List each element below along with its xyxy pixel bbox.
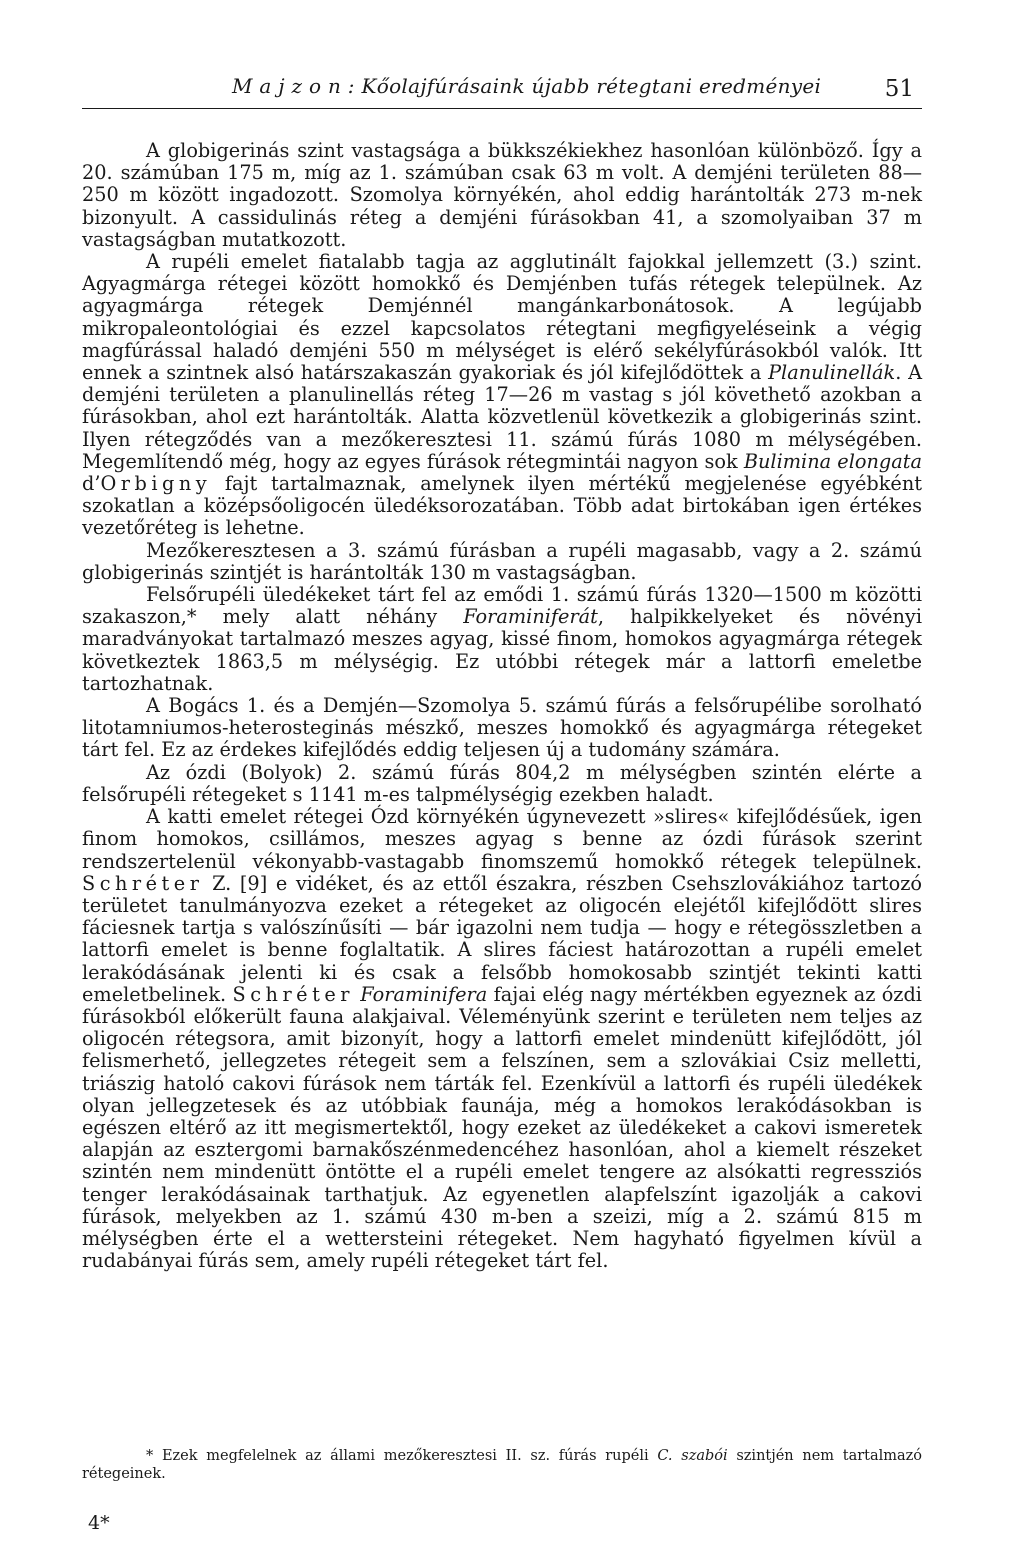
paragraph-chattian-stage xyxy=(82,806,922,1272)
paragraph-globigerina: A globigerinás szint vastagsága a bükkszékiekhez hasonlóan különböző. Így a 20. számúban 175 m, míg az 1. számúban csak 63 m volt. A demjéni területen 88—250 m között ingadozott. Szomolya környékén, ahol eddig harántolták 273 m-nek bizonyult. A cassidulinás réteg a demjéni fúrásokban 41, a szomolyaiban 37 m vastagságban mutatkozott. xyxy=(82,139,922,251)
text-run: d’ xyxy=(82,472,101,496)
text-run: fajai elég nagy mértékben egyeznek az ózdi fúrásokból előkerült fauna alakjaival. Véleményünk szerint e területen nem teljes az oligocén rétegsora, amit bizonyít, hogy a lattorfi emelet mindenütt kifejlődött, jól felismerhető, jellegzetes rétegeit sem a felszínen, sem a szlovákiai Csiz melletti, triászig hatoló cakovi fúrások nem tárták fel. Ezenkívül a lattorfi és rupéli üledékek olyan jellegzetesek és az utóbbiak faunája, még a homokos lerakódásokban is egészen eltérő az itt megismertektől, hogy ezeket az üledékeket a cakovi ismeretek alapján az esztergomi barnakőszénmedencéhez hasonlóan, ahol a kiemelt részeket szintén nem mindenütt öntötte el a rupéli emelet tengere az alsókatti regressziós tenger lerakódásainak tarthatjuk. Az egyenetlen alapfelszínt igazolják a cakovi fúrások, melyekben az 1. számú 430 m-ben a szeizi, míg a 2. számú 815 m mélységben érte el a wettersteini rétegeket. Nem hagyható figyelmen kívül a rudabányai fúrás sem, amely rupéli rétegeket tárt fel. xyxy=(82,982,922,1273)
taxon-name: Foraminiferát xyxy=(463,605,598,629)
signature-mark: 4* xyxy=(88,1512,110,1534)
paragraph-ozd-borehole: Az ózdi (Bolyok) 2. számú fúrás 804,2 m mélységben szintén elérte a felsőrupéli rétegeket s 1141 m-es talpmélységig ezekben haladt. xyxy=(82,760,922,806)
footnote-text xyxy=(82,1447,922,1483)
text-run: Felsőrupéli üledékeket tárt fel az emődi 1. számú fúrás 1320—1500 m közötti szakaszon,* mely alatt néhány xyxy=(82,583,922,629)
text-run: A katti emelet rétegei Ózd környékén úgynevezett »slires« kifejlődésűek, igen finom homokos, csillámos, meszes agyag s benne az ózdi fúrások szerint rendszertelenül vékonyabb-vastagabb finomszemű homokkő rétegek települnek. xyxy=(82,805,922,873)
taxon-name: Planulinellák xyxy=(768,361,896,385)
text-run: fajt tartalmaznak, amelynek ilyen mértékű megjelenése egyébként szokatlan a középsőoligocén üledéksorozatában. Több adat birtokában igen értékes vezetőréteg is lehetne. xyxy=(82,472,922,540)
text-run: szintjén nem tartalmazó rétegeinek. xyxy=(82,1448,923,1482)
text-run: * Ezek megfelelnek az állami mezőkeresztesi II. sz. fúrás rupéli xyxy=(146,1448,649,1464)
taxon-name: Bulimina elongata xyxy=(743,449,922,473)
author-name: Schréter xyxy=(82,871,204,895)
body-text xyxy=(82,140,922,1272)
text-run: . A demjéni területen a planulinellás réteg 17—26 m vastag s jól követhető azokban a fúrásokban, ahol ezt harántolták. Alatta közvetlenül következik a globigerinás szint. Ilyen rétegződés van a mezőkeresztesi 11. számú fúrás 1080 m mélységében. Megemlítendő még, hogy az egyes fúrások rétegmintái nagyon sok xyxy=(82,361,922,473)
paragraph-mezokeresztes: Mezőkeresztesen a 3. számú fúrásban a rupéli magasabb, vagy a 2. számú globigerinás szintjét is harántolták 130 m vastagságban. xyxy=(82,538,922,584)
page-number: 51 xyxy=(884,76,914,102)
paragraph-emod-borehole xyxy=(82,584,922,695)
paragraph-rupelian-upper-member xyxy=(82,251,922,540)
text-run: A rupéli emelet fiatalabb tagja az agglutinált fajokkal jellemzett (3.) szint. Agyagmárga rétegei között homokkő és Demjénben tufás rétegek települnek. Az agyagmárga rétegek Demjénnél mangánkarbonátosok. A legújabb mikropaleontológiai és ezzel kapcsolatos rétegtani megfigyeléseink a végig magfúrással haladó demjéni 550 m mélységet is elérő sekélyfúrásokból valók. Itt ennek a szintnek alsó határszakaszán gyakoriak és jól kifejlődöttek a xyxy=(82,250,922,385)
author-name: Schréter xyxy=(232,982,354,1006)
author-name: Orbigny xyxy=(100,472,212,496)
footnote xyxy=(82,1447,922,1483)
running-header xyxy=(82,74,922,109)
taxon-name: Foraminifera xyxy=(360,982,488,1006)
taxon-name: C. szabói xyxy=(657,1448,728,1464)
text-run: Z. [9] e vidéket, és az ettől északra, részben Csehszlovákiához tartozó területet tanulmányozva ezeket a rétegeket az oligocén elejétől kifejlődött slires fáciesnek tartja s valószínűsíti — bár igazolni nem tudja — hogy e rétegösszletben a lattorfi emelet is benne foglaltatik. A slires fáciest határozottan a rupéli emelet lerakódásának jelenti ki és csak a felsőbb homokosabb szintjét tekinti katti emeletbelinek. xyxy=(82,871,922,1006)
paragraph-bogacs-borehole: A Bogács 1. és a Demjén—Szomolya 5. számú fúrás a felsőrupélibe sorolható litotamniumos-heterosteginás mészkő, meszes homokkő és agyagmárga rétegeket tárt fel. Ez az érdekes kifejlődés eddig teljesen új a tudomány számára. xyxy=(82,694,922,762)
text-run: , halpikkelyeket és növényi maradványokat tartalmazó meszes agyag, kissé finom, homokos agyagmárga rétegek következtek 1863,5 m mélységig. Ez utóbbi rétegek már a lattorfi emeletbe tartozhatnak. xyxy=(82,605,922,695)
running-title: M a j z o n : Kőolajfúrásaink újabb rétegtani eredményei xyxy=(232,74,822,98)
